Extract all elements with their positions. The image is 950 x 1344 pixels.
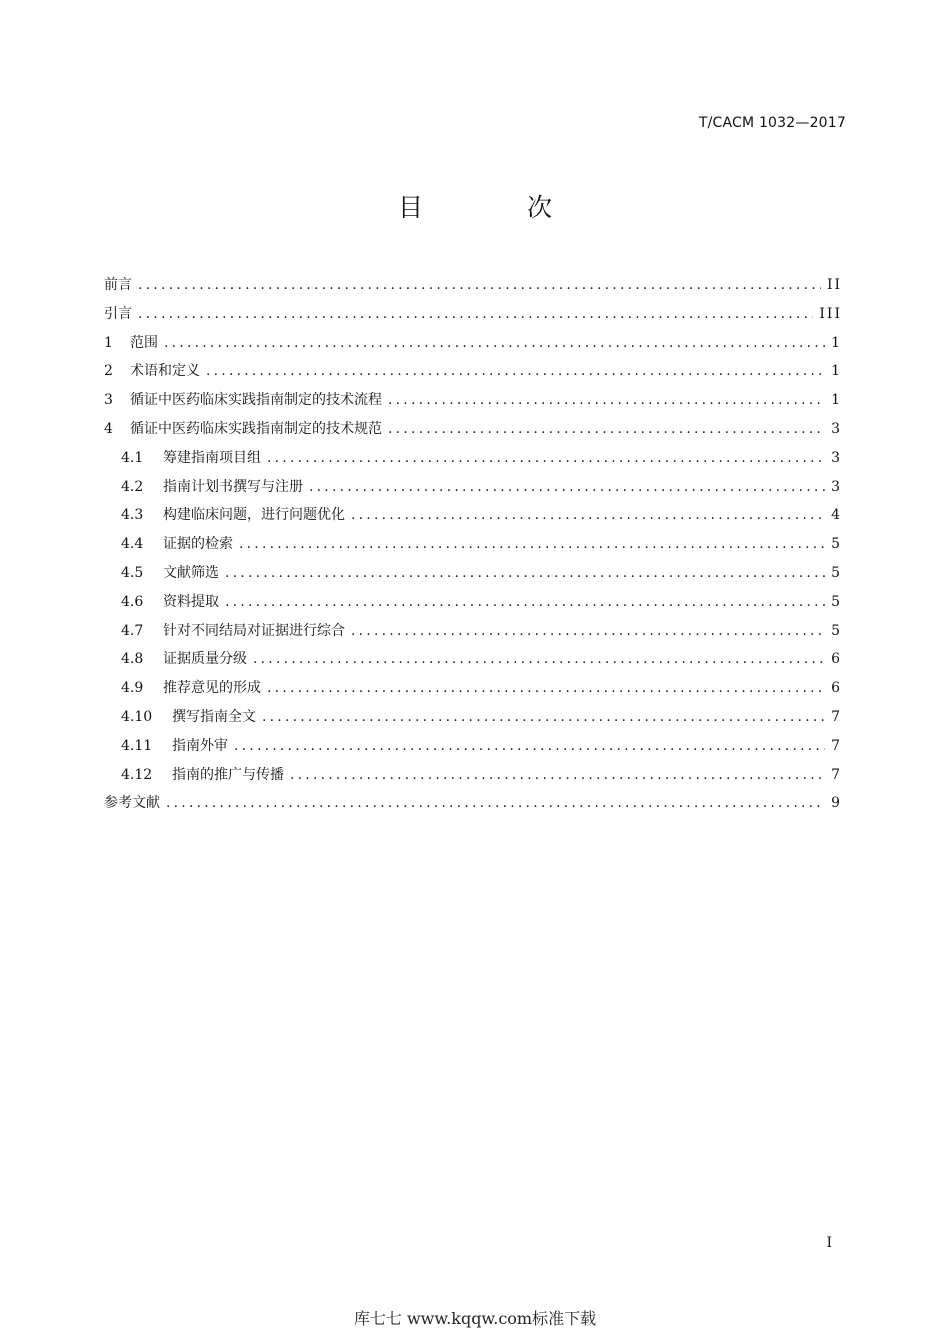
toc-entry-number: 4.12 [121, 766, 153, 783]
toc-entry-number: 4.10 [121, 708, 153, 725]
toc-entry-page: 1 [831, 334, 842, 351]
dot-leader [239, 530, 825, 559]
watermark-text: 库七七 www.kqqw.com标准下载 [353, 1309, 597, 1328]
dot-leader [138, 300, 813, 329]
toc-entry[interactable] [104, 559, 842, 588]
toc-entry-number: 2 [104, 363, 113, 380]
toc-entry-label: 构建临床问题，进行问题优化 [163, 507, 345, 524]
toc-entry[interactable] [104, 473, 842, 502]
toc-entry-label: 文献筛选 [163, 564, 219, 581]
toc-entry-page: 9 [831, 795, 842, 812]
toc-entry-label: 推荐意见的形成 [163, 680, 261, 697]
dot-leader [351, 501, 825, 530]
toc-entry-page: 5 [831, 622, 842, 639]
toc-entry-page: 4 [831, 507, 842, 524]
dot-leader [290, 761, 825, 790]
toc-entry-page: III [819, 305, 842, 322]
table-of-contents [104, 271, 842, 818]
toc-entry[interactable] [104, 415, 842, 444]
toc-entry-label: 资料提取 [163, 593, 219, 610]
toc-entry-label: 筹建指南项目组 [163, 449, 261, 466]
page-title: 目 次 [398, 193, 600, 222]
toc-entry-number: 1 [104, 334, 113, 351]
dot-leader [225, 559, 825, 588]
toc-entry-number: 4.6 [121, 593, 144, 610]
toc-entry[interactable] [104, 329, 842, 358]
toc-entry-number: 4.4 [121, 536, 144, 553]
dot-leader [164, 329, 825, 358]
toc-entry-page: 3 [831, 420, 842, 437]
toc-entry-number: 4.1 [121, 449, 144, 466]
toc-entry[interactable] [104, 444, 842, 473]
toc-entry[interactable] [104, 617, 842, 646]
toc-entry[interactable] [104, 386, 842, 415]
toc-entry-page: 7 [831, 708, 842, 725]
toc-entry[interactable] [104, 645, 842, 674]
dot-leader [388, 415, 825, 444]
dot-leader [262, 703, 825, 732]
document-code: T/CACM 1032—2017 [698, 115, 846, 131]
toc-entry[interactable] [104, 674, 842, 703]
dot-leader [138, 271, 821, 300]
toc-entry-number: 4.8 [121, 651, 144, 668]
toc-entry[interactable] [104, 789, 842, 818]
toc-entry-label: 指南计划书撰写与注册 [163, 478, 303, 495]
toc-entry-page: 7 [831, 737, 842, 754]
toc-entry-label: 证据质量分级 [163, 651, 247, 668]
toc-entry-page: 3 [831, 449, 842, 466]
toc-entry-page: 5 [831, 536, 842, 553]
toc-entry[interactable] [104, 300, 842, 329]
toc-entry-label: 前言 [104, 277, 132, 293]
toc-entry-page: 5 [831, 593, 842, 610]
toc-entry-number: 4.5 [121, 564, 144, 581]
dot-leader [253, 645, 825, 674]
dot-leader [267, 444, 825, 473]
toc-entry-number: 4 [104, 420, 113, 437]
toc-entry-page: 7 [831, 766, 842, 783]
toc-entry-page: 3 [831, 478, 842, 495]
dot-leader [267, 674, 825, 703]
toc-entry-number: 3 [104, 392, 113, 409]
dot-leader [206, 357, 825, 386]
toc-entry-label: 针对不同结局对证据进行综合 [163, 622, 345, 639]
toc-entry-number: 4.2 [121, 478, 144, 495]
toc-entry-page: 1 [831, 392, 842, 409]
toc-entry[interactable] [104, 530, 842, 559]
toc-entry[interactable] [104, 761, 842, 790]
toc-entry-page: 6 [831, 651, 842, 668]
toc-entry-number: 4.3 [121, 507, 144, 524]
toc-entry-page: 5 [831, 564, 842, 581]
toc-entry-number: 4.7 [121, 622, 144, 639]
toc-entry[interactable] [104, 501, 842, 530]
dot-leader [225, 588, 825, 617]
toc-entry-label: 术语和定义 [130, 363, 200, 380]
toc-entry-number: 4.11 [121, 737, 153, 754]
toc-entry[interactable] [104, 271, 842, 300]
toc-entry-label: 范围 [130, 334, 158, 351]
toc-entry-label: 参考文献 [104, 795, 160, 812]
dot-leader [166, 789, 825, 818]
dot-leader [388, 386, 825, 415]
toc-entry[interactable] [104, 588, 842, 617]
dot-leader [234, 732, 825, 761]
toc-entry-number: 4.9 [121, 680, 144, 697]
page-number: I [826, 1235, 832, 1251]
toc-entry[interactable] [104, 357, 842, 386]
toc-entry[interactable] [104, 703, 842, 732]
toc-entry-label: 证据的检索 [163, 536, 233, 553]
toc-entry-label: 撰写指南全文 [172, 708, 256, 725]
toc-entry-label: 指南的推广与传播 [172, 766, 284, 783]
toc-entry[interactable] [104, 732, 842, 761]
toc-entry-page: 6 [831, 680, 842, 697]
toc-entry-page: 1 [831, 363, 842, 380]
dot-leader [309, 473, 825, 502]
toc-entry-label: 循证中医药临床实践指南制定的技术流程 [130, 392, 382, 409]
toc-entry-label: 指南外审 [172, 737, 228, 754]
dot-leader [351, 617, 825, 646]
toc-entry-page: II [826, 277, 842, 293]
toc-entry-label: 引言 [104, 305, 132, 322]
toc-entry-label: 循证中医药临床实践指南制定的技术规范 [130, 420, 382, 437]
